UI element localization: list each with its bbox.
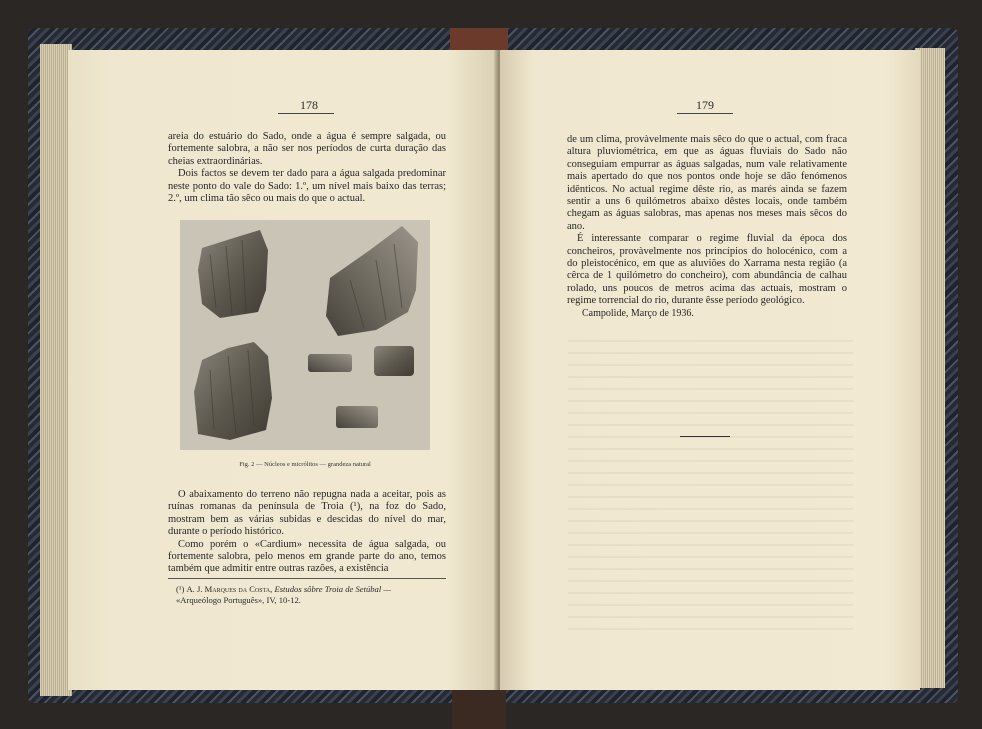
figure-caption: Fig. 2 — Núcleos e micrólitos — grandeza natural xyxy=(239,461,371,468)
figure-2-stone-tools xyxy=(180,220,430,450)
core-top-right xyxy=(326,226,418,336)
flint-artifacts-illustration xyxy=(180,220,430,450)
left-header-rule xyxy=(278,113,334,114)
right-page-number: 179 xyxy=(696,98,714,112)
footnote-rest: «Arqueólogo Português», IV, 10-12. xyxy=(176,595,301,605)
bleed-through-text xyxy=(568,330,853,630)
left-paragraph-3: O abaixamento do terreno não repugna nada a aceitar, pois as ruínas romanas da península de Troia (¹), na foz do Sado, mostram bem as várias subidas e descidas do nível do mar, durante o período histórico. xyxy=(168,489,446,538)
left-paragraph-1: areia do estuário do Sado, onde a água é sempre salgada, ou fortemente salobra, a não ser nos períodos de curta duração das cheias extraordinárias. xyxy=(168,131,446,167)
left-top-text xyxy=(168,131,446,205)
end-rule xyxy=(680,436,730,437)
left-paragraph-4: Como porém o «Cardium» necessita de água salgada, ou fortemente salobra, pelo menos em grande parte do ano, temos também que admitir entre outras razões, a existência xyxy=(168,538,446,575)
microlith-1 xyxy=(308,354,352,372)
microlith-3 xyxy=(336,406,378,428)
core-top-left xyxy=(198,230,268,318)
microlith-2 xyxy=(374,346,414,376)
left-page-number: 178 xyxy=(300,98,318,112)
footnote-work: Estudos sôbre Troia de Setúbal — xyxy=(274,584,392,594)
footnote xyxy=(176,584,448,606)
right-header-rule xyxy=(677,113,733,114)
right-text xyxy=(567,134,847,308)
left-paragraph-2: Dois factos se devem ter dado para a água salgada predominar neste ponto do vale do Sado: 1.º, um nível mais baixo das terras; 2.º, um clima tão sêco ou mais do que o actual. xyxy=(168,168,446,205)
footnote-rule xyxy=(168,578,446,579)
core-bottom-left xyxy=(194,342,272,440)
signature-line: Campolide, Março de 1936. xyxy=(582,308,694,319)
right-paragraph-2: É interessante comparar o regime fluvial da época dos concheiros, provàvelmente nos princípios do holocénico, com a do pleistocénico, em que as aluviões do Xarrama nesta região (a cêrca de 1 quilómetro do concheiro), com abundância de calhau rolado, uns poucos de metros acima das actuais, mostram o regime torrencial do rio, durante êsse período geológico. xyxy=(567,233,847,307)
spine-bottom xyxy=(452,686,506,729)
footnote-mark: (¹) xyxy=(176,584,185,594)
right-paragraph-1: de um clima, provàvelmente mais sêco do que o actual, com fraca altura pluviométrica, em que as águas fluviais do Sado não conseguiam empurrar as águas salgadas, num vale relativamente mais apertado do que nos pontos onde hoje se dão fenómenos idênticos. No actual regime dêste rio, as marés ainda se fazem sentir a uns 6 quilómetros abaixo dêstes locais, onde também chegam as águas salobras, mas apenas nos meses mais sêcos do ano. xyxy=(567,134,847,232)
footnote-author: A. J. Marques da Costa, xyxy=(186,584,273,594)
left-bottom-text xyxy=(168,489,446,576)
